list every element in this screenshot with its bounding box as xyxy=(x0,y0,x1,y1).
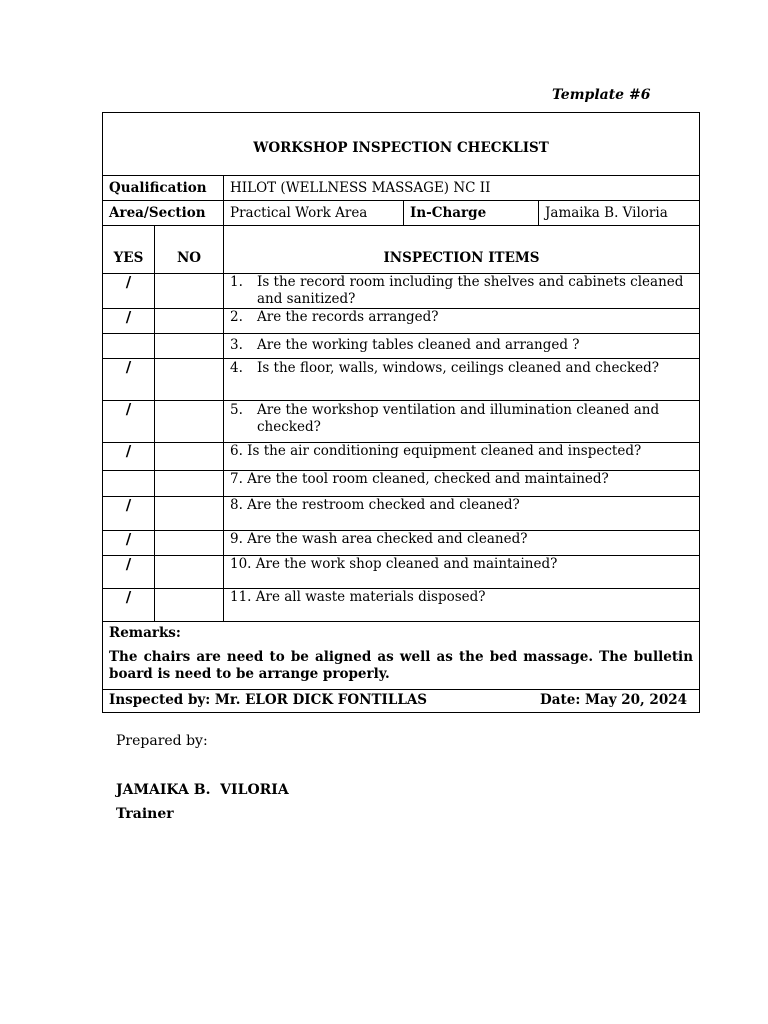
no-mark xyxy=(155,274,224,309)
no-mark xyxy=(155,471,224,497)
inspection-item-row xyxy=(103,309,700,334)
item-text: 10. Are the work shop cleaned and maintained? xyxy=(224,556,700,589)
yes-column-header: YES xyxy=(103,226,155,274)
no-column-header: NO xyxy=(155,226,224,274)
item-number: 5. xyxy=(230,402,243,418)
inspection-footer-row xyxy=(103,690,700,713)
item-text: Are the records arranged? xyxy=(257,309,439,325)
items-column-header: INSPECTION ITEMS xyxy=(224,226,700,274)
column-header-row xyxy=(103,226,700,274)
yes-mark: / xyxy=(103,401,155,443)
qualification-label: Qualification xyxy=(103,176,224,201)
no-mark xyxy=(155,497,224,531)
no-mark xyxy=(155,589,224,622)
inspection-item-row xyxy=(103,471,700,497)
inspection-item-row xyxy=(103,531,700,556)
prepared-by-label: Prepared by: xyxy=(116,733,208,749)
remarks-row xyxy=(103,622,700,690)
item-text: Is the record room including the shelves and cabinets cleaned and sanitized? xyxy=(257,274,684,307)
no-mark xyxy=(155,334,224,359)
item-text: Are the workshop ventilation and illumination cleaned and checked? xyxy=(257,402,660,435)
yes-mark: / xyxy=(103,497,155,531)
item-text: Are the working tables cleaned and arranged ? xyxy=(257,337,580,353)
item-text: Is the floor, walls, windows, ceilings cleaned and checked? xyxy=(257,360,660,376)
yes-mark: / xyxy=(103,589,155,622)
no-mark xyxy=(155,556,224,589)
item-text: 11. Are all waste materials disposed? xyxy=(224,589,700,622)
item-text: 9. Are the wash area checked and cleaned? xyxy=(224,531,700,556)
remarks-label: Remarks: xyxy=(109,625,181,641)
yes-mark: / xyxy=(103,309,155,334)
qualification-value: HILOT (WELLNESS MASSAGE) NC II xyxy=(224,176,700,201)
template-label: Template #6 xyxy=(552,87,651,103)
item-number: 4. xyxy=(230,360,243,376)
yes-mark: / xyxy=(103,531,155,556)
title-row xyxy=(103,113,700,176)
yes-mark: / xyxy=(103,556,155,589)
area-value: Practical Work Area xyxy=(224,201,404,226)
in-charge-label: In-Charge xyxy=(404,201,539,226)
inspection-checklist-table xyxy=(102,112,700,713)
item-text: 8. Are the restroom checked and cleaned? xyxy=(224,497,700,531)
inspection-item-row xyxy=(103,556,700,589)
checklist-title: WORKSHOP INSPECTION CHECKLIST xyxy=(103,113,700,176)
item-number: 2. xyxy=(230,309,243,325)
no-mark xyxy=(155,359,224,401)
item-number: 3. xyxy=(230,337,243,353)
preparer-role: Trainer xyxy=(116,806,174,822)
inspection-item-row xyxy=(103,334,700,359)
no-mark xyxy=(155,443,224,471)
yes-mark xyxy=(103,471,155,497)
inspection-item-row xyxy=(103,274,700,309)
item-text: 7. Are the tool room cleaned, checked and maintained? xyxy=(224,471,700,497)
item-text: 6. Is the air conditioning equipment cleaned and inspected? xyxy=(224,443,700,471)
inspection-item-row xyxy=(103,589,700,622)
yes-mark: / xyxy=(103,274,155,309)
inspection-item-row xyxy=(103,359,700,401)
yes-mark: / xyxy=(103,359,155,401)
preparer-name: JAMAIKA B. VILORIA xyxy=(116,782,289,798)
item-number: 1. xyxy=(230,274,243,290)
yes-mark xyxy=(103,334,155,359)
yes-mark: / xyxy=(103,443,155,471)
no-mark xyxy=(155,531,224,556)
remarks-text: The chairs are need to be aligned as well as the bed massage. The bulletin board is need to be arrange properly. xyxy=(109,649,694,682)
inspection-item-row xyxy=(103,443,700,471)
no-mark xyxy=(155,309,224,334)
inspected-by: Inspected by: Mr. ELOR DICK FONTILLAS xyxy=(109,692,428,708)
area-row xyxy=(103,201,700,226)
in-charge-value: Jamaika B. Viloria xyxy=(539,201,700,226)
inspection-item-row xyxy=(103,497,700,531)
inspection-item-row xyxy=(103,401,700,443)
inspection-date: Date: May 20, 2024 xyxy=(540,692,688,708)
area-label: Area/Section xyxy=(103,201,224,226)
no-mark xyxy=(155,401,224,443)
qualification-row xyxy=(103,176,700,201)
